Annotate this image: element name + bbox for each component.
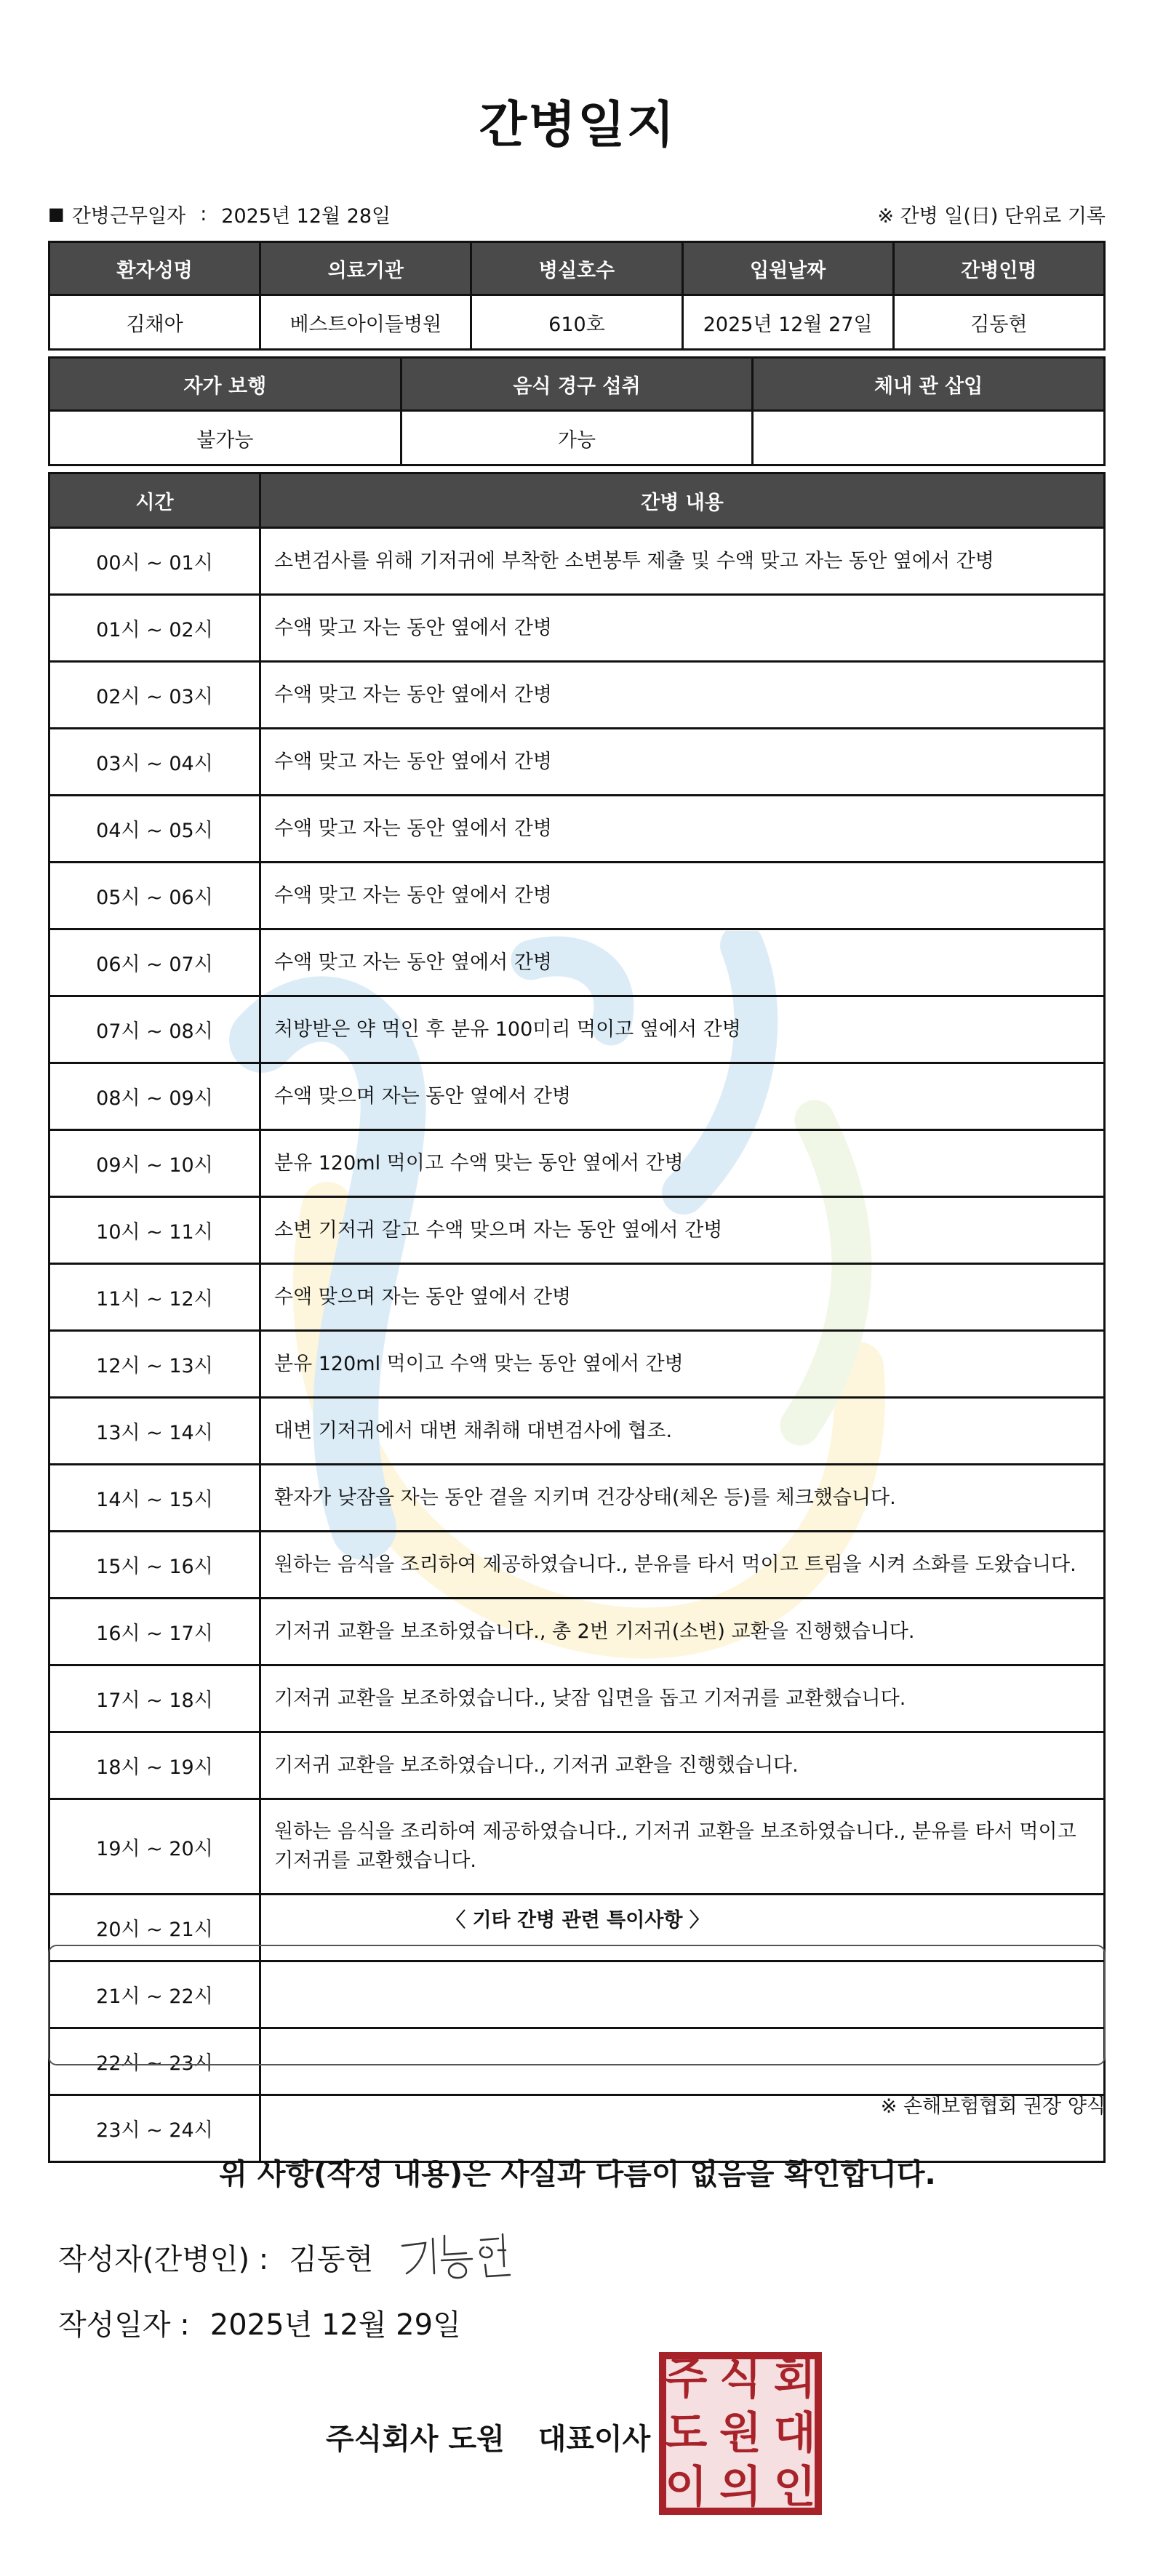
seal-character: 대 (773, 2407, 816, 2459)
special-notes-title: 〈 기타 간병 관련 특이사항 〉 (446, 1909, 709, 1932)
time-cell: 19시 ~ 20시 (49, 1799, 260, 1895)
content-cell: 수액 맞고 자는 동안 옆에서 간병 (260, 796, 1105, 863)
content-cell: 기저귀 교환을 보조하였습니다., 총 2번 기저귀(소변) 교환을 진행했습니다. (260, 1599, 1105, 1665)
table-row (49, 1599, 1105, 1665)
header-content: 간병 내용 (260, 473, 1105, 528)
time-cell: 18시 ~ 19시 (49, 1732, 260, 1799)
time-cell: 11시 ~ 12시 (49, 1264, 260, 1331)
time-cell: 22시 ~ 23시 (49, 2028, 260, 2095)
seal-character: 의 (719, 2462, 762, 2513)
unit-note: ※ 간병 일(日) 단위로 기록 (877, 204, 1106, 228)
time-cell: 21시 ~ 22시 (49, 1961, 260, 2028)
writer-label: 작성자(간병인) : (58, 2243, 269, 2276)
table-row (49, 1665, 1105, 1732)
time-cell: 09시 ~ 10시 (49, 1130, 260, 1197)
table-row (49, 929, 1105, 996)
seal-character: 이 (665, 2462, 708, 2513)
seal-character: 주 (665, 2353, 708, 2404)
admission-date: 2025년 12월 27일 (682, 295, 893, 350)
hospital-name: 베스트아이들병원 (260, 295, 471, 350)
time-cell: 06시 ~ 07시 (49, 929, 260, 996)
content-cell: 대변 기저귀에서 대변 채취해 대변검사에 협조. (260, 1398, 1105, 1465)
time-cell: 02시 ~ 03시 (49, 662, 260, 729)
seal-character: 인 (773, 2462, 816, 2513)
time-cell: 00시 ~ 01시 (49, 528, 260, 595)
square-bullet-icon: ■ (48, 204, 65, 224)
content-cell: 수액 맞으며 자는 동안 옆에서 간병 (260, 1063, 1105, 1130)
content-cell: 원하는 음식을 조리하여 제공하였습니다., 기저귀 교환을 보조하였습니다., 분유를 타서 먹이고 기저귀를 교환했습니다. (260, 1799, 1105, 1895)
table-row (49, 796, 1105, 863)
table-row (49, 1264, 1105, 1331)
header-caregiver: 간병인명 (893, 242, 1104, 295)
content-cell: 소변검사를 위해 기저귀에 부착한 소변봉투 제출 및 수액 맞고 자는 동안 옆에서 간병 (260, 528, 1105, 595)
header-patient-name: 환자성명 (49, 242, 260, 295)
table-row (49, 595, 1105, 662)
time-cell: 17시 ~ 18시 (49, 1665, 260, 1732)
company-representative: 대표이사 (537, 2423, 651, 2456)
page-title: 간병일지 (479, 97, 676, 154)
table-row (49, 1331, 1105, 1398)
time-cell: 04시 ~ 05시 (49, 796, 260, 863)
seal-character: 식 (719, 2353, 762, 2404)
oral-intake-value: 가능 (401, 411, 753, 465)
time-cell: 15시 ~ 16시 (49, 1532, 260, 1599)
form-note: ※ 손해보험협회 권장 양식 (880, 2095, 1106, 2118)
time-cell: 14시 ~ 15시 (49, 1465, 260, 1532)
time-cell: 10시 ~ 11시 (49, 1197, 260, 1264)
seal-character: 회 (773, 2353, 816, 2404)
time-cell: 23시 ~ 24시 (49, 2095, 260, 2162)
content-cell: 처방받은 약 먹인 후 분유 100미리 먹이고 옆에서 간병 (260, 996, 1105, 1063)
seal-character: 도 (665, 2407, 708, 2459)
patient-status-table (48, 356, 1106, 466)
tube-value (753, 411, 1105, 465)
table-row (49, 863, 1105, 929)
writer-line (58, 2236, 373, 2278)
seal-characters (659, 2352, 822, 2515)
meta-row (48, 198, 1106, 230)
content-cell: 기저귀 교환을 보조하였습니다., 기저귀 교환을 진행했습니다. (260, 1732, 1105, 1799)
patient-name: 김채아 (49, 295, 260, 350)
company-line (326, 2416, 650, 2457)
table-row (49, 1398, 1105, 1465)
table-row (49, 1197, 1105, 1264)
written-date-line (58, 2302, 461, 2343)
content-cell: 수액 맞고 자는 동안 옆에서 간병 (260, 729, 1105, 796)
table-row (49, 1732, 1105, 1799)
header-time: 시간 (49, 473, 260, 528)
table-row (49, 1063, 1105, 1130)
written-date-label: 작성일자 : (58, 2308, 190, 2342)
caregiver-name: 김동현 (893, 295, 1104, 350)
table-row (49, 1465, 1105, 1532)
content-cell: 분유 120ml 먹이고 수액 맞는 동안 옆에서 간병 (260, 1331, 1105, 1398)
special-notes-box (48, 1945, 1106, 2065)
table-row (49, 1130, 1105, 1197)
content-cell: 환자가 낮잠을 자는 동안 곁을 지키며 건강상태(체온 등)를 체크했습니다. (260, 1465, 1105, 1532)
time-cell: 03시 ~ 04시 (49, 729, 260, 796)
time-cell: 07시 ~ 08시 (49, 996, 260, 1063)
work-date (48, 200, 391, 228)
content-cell: 기저귀 교환을 보조하였습니다., 낮잠 입면을 돕고 기저귀를 교환했습니다. (260, 1665, 1105, 1732)
content-cell: 분유 120ml 먹이고 수액 맞는 동안 옆에서 간병 (260, 1130, 1105, 1197)
writer-name: 김동현 (289, 2243, 374, 2276)
time-cell: 12시 ~ 13시 (49, 1331, 260, 1398)
written-date-value: 2025년 12월 29일 (209, 2308, 461, 2342)
company-name: 주식회사 도원 (326, 2423, 505, 2456)
company-seal-stamp (659, 2352, 822, 2515)
table-row (49, 528, 1105, 595)
content-cell: 수액 맞고 자는 동안 옆에서 간병 (260, 929, 1105, 996)
header-hospital: 의료기관 (260, 242, 471, 295)
table-row (49, 1799, 1105, 1895)
content-cell: 수액 맞고 자는 동안 옆에서 간병 (260, 863, 1105, 929)
content-cell: 소변 기저귀 갈고 수액 맞으며 자는 동안 옆에서 간병 (260, 1197, 1105, 1264)
header-tube: 체내 관 삽입 (753, 358, 1105, 411)
content-cell: 원하는 음식을 조리하여 제공하였습니다., 분유를 타서 먹이고 트림을 시켜 소화를 도왔습니다. (260, 1532, 1105, 1599)
time-cell: 01시 ~ 02시 (49, 595, 260, 662)
time-cell: 13시 ~ 14시 (49, 1398, 260, 1465)
table-row (49, 662, 1105, 729)
time-cell: 16시 ~ 17시 (49, 1599, 260, 1665)
content-cell: 수액 맞으며 자는 동안 옆에서 간병 (260, 1264, 1105, 1331)
seal-character: 원 (719, 2407, 762, 2459)
patient-info-table (48, 241, 1106, 351)
header-admission-date: 입원날짜 (682, 242, 893, 295)
time-cell: 05시 ~ 06시 (49, 863, 260, 929)
table-row (49, 729, 1105, 796)
work-date-separator: : (200, 202, 207, 225)
time-cell: 08시 ~ 09시 (49, 1063, 260, 1130)
header-oral-intake: 음식 경구 섭취 (401, 358, 753, 411)
content-cell: 수액 맞고 자는 동안 옆에서 간병 (260, 662, 1105, 729)
walking-value: 불가능 (49, 411, 401, 465)
table-row (49, 1532, 1105, 1599)
header-room: 병실호수 (471, 242, 682, 295)
room-number: 610호 (471, 295, 682, 350)
handwritten-signature (396, 2225, 520, 2284)
work-date-label: 간병근무일자 (71, 204, 186, 228)
time-cell: 20시 ~ 21시 (49, 1895, 260, 1961)
header-walking: 자가 보행 (49, 358, 401, 411)
table-row (49, 996, 1105, 1063)
confirmation-statement: 위 사항(작성 내용)은 사실과 다름이 없음을 확인합니다. (219, 2158, 936, 2191)
work-date-value: 2025년 12월 28일 (221, 204, 391, 228)
content-cell: 수액 맞고 자는 동안 옆에서 간병 (260, 595, 1105, 662)
